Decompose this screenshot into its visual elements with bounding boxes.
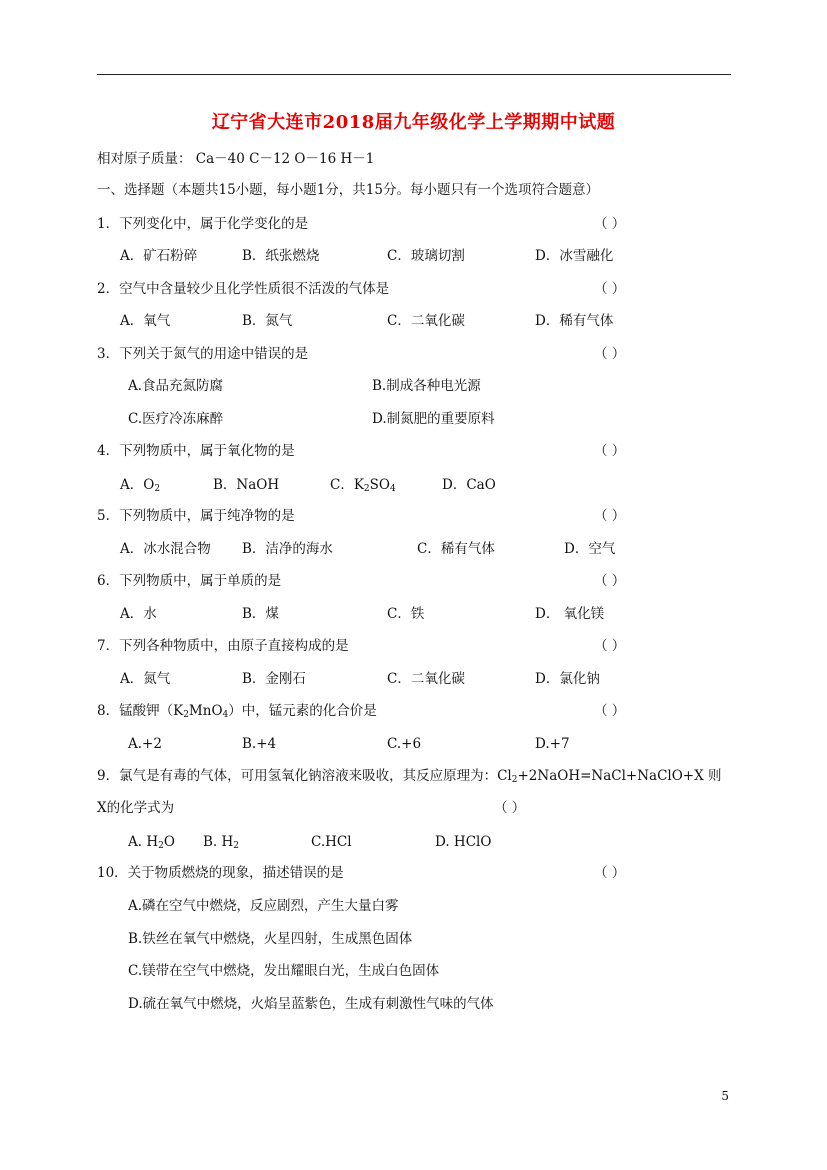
q7-option-c: C．二氧化碳 (387, 671, 465, 687)
answer-paren-8: （ ） (594, 703, 626, 719)
q10-option-d: D.硫在氧气中燃烧，火焰呈蓝紫色，生成有刺激性气味的气体 (128, 996, 494, 1012)
q10-option-b: B.铁丝在氧气中燃烧，火星四射，生成黑色固体 (128, 931, 413, 947)
q2-option-d: D．稀有气体 (535, 313, 614, 329)
q4-option-d: D．CaO (442, 477, 496, 493)
question-10-stem: 10．关于物质燃烧的现象，描述错误的是 (97, 865, 344, 881)
q6-option-d: D． 氧化镁 (535, 606, 605, 622)
answer-paren-1: （ ） (594, 216, 626, 232)
q8-option-c: C.+6 (387, 736, 422, 752)
q6-option-c: C．铁 (387, 606, 425, 622)
q9-option-b: B. $H_2$ (203, 834, 240, 851)
q9-option-c: C.HCl (311, 834, 352, 850)
q6-option-b: B．煤 (242, 606, 279, 622)
q3-option-c: C.医疗冷冻麻醉 (128, 411, 224, 427)
page-title: 辽宁省大连市2018届九年级化学上学期期中试题 (211, 112, 616, 133)
q1-option-a: A．矿石粉碎 (120, 248, 198, 264)
q9-option-d: D. HClO (435, 834, 492, 850)
page-number: 5 (721, 1089, 729, 1103)
q3-option-b: B.制成各种电光源 (372, 378, 481, 394)
q8-option-b: B.+4 (242, 736, 277, 752)
answer-paren-5: （ ） (594, 508, 626, 524)
section-header: 一、选择题（本题共15小题，每小题1分，共15分。每小题只有一个选项符合题意） (97, 182, 599, 198)
question-1-stem: 1．下列变化中，属于化学变化的是 (97, 216, 309, 232)
question-7-stem: 7．下列各种物质中，由原子直接构成的是 (97, 638, 349, 654)
q2-option-c: C．二氧化碳 (387, 313, 465, 329)
q2-option-a: A．氧气 (120, 313, 171, 329)
q5-option-c: C．稀有气体 (417, 541, 495, 557)
question-9-stem-cont: X的化学式为 (97, 800, 175, 816)
q2-option-b: B．氮气 (242, 313, 293, 329)
q1-option-c: C．玻璃切割 (387, 248, 465, 264)
answer-paren-4: （ ） (594, 443, 626, 459)
answer-paren-6: （ ） (594, 573, 626, 589)
question-2-stem: 2．空气中含量较少且化学性质很不活泼的气体是 (97, 281, 390, 297)
atomic-mass-line: 相对原子质量： Ca－40 C－12 O－16 H－1 (97, 151, 375, 167)
question-6-stem: 6．下列物质中，属于单质的是 (97, 573, 282, 589)
q7-option-a: A．氮气 (120, 671, 171, 687)
answer-paren-2: （ ） (594, 281, 626, 297)
answer-paren-9: （ ） (494, 800, 526, 816)
q10-option-c: C.镁带在空气中燃烧，发出耀眼白光，生成白色固体 (128, 963, 440, 979)
q10-option-a: A.磷在空气中燃烧，反应剧烈，产生大量白雾 (128, 898, 399, 914)
q7-option-b: B．金刚石 (242, 671, 306, 687)
q7-option-d: D．氯化钠 (535, 671, 600, 687)
q6-option-a: A．水 (120, 606, 157, 622)
q3-option-d: D.制氮肥的重要原料 (372, 411, 495, 427)
q4-option-b: B．NaOH (213, 477, 280, 493)
question-4-stem: 4．下列物质中，属于氧化物的是 (97, 443, 295, 459)
q1-option-d: D．冰雪融化 (535, 248, 614, 264)
q1-option-b: B．纸张燃烧 (242, 248, 320, 264)
q9-option-a: A. $H_2O$ (128, 834, 175, 851)
answer-paren-7: （ ） (594, 638, 626, 654)
answer-paren-10: （ ） (594, 865, 626, 881)
q4-option-a: A．$O_2$ (120, 477, 161, 494)
question-8-stem: 8．锰酸钾$(K_2MnO_4)$中，锰元素的化合价是 (97, 703, 377, 720)
answer-paren-3: （ ） (594, 346, 626, 362)
q4-option-c: C．$K_2SO_4$ (330, 477, 396, 494)
q5-option-d: D．空气 (564, 541, 616, 557)
q5-option-a: A．冰水混合物 (120, 541, 211, 557)
question-3-stem: 3．下列关于氮气的用途中错误的是 (97, 346, 309, 362)
q3-option-a: A.食品充氮防腐 (128, 378, 224, 394)
q8-option-d: D.+7 (535, 736, 570, 752)
q8-option-a: A.+2 (128, 736, 162, 752)
header-rule (97, 74, 731, 75)
question-9-stem: 9．氯气是有毒的气体，可用氢氧化钠溶液来吸收，其反应原理为：$Cl_2+2NaOH=NaCl+NaClO+X$ 则 (97, 768, 722, 785)
question-5-stem: 5．下列物质中，属于纯净物的是 (97, 508, 295, 524)
q5-option-b: B．洁净的海水 (242, 541, 333, 557)
